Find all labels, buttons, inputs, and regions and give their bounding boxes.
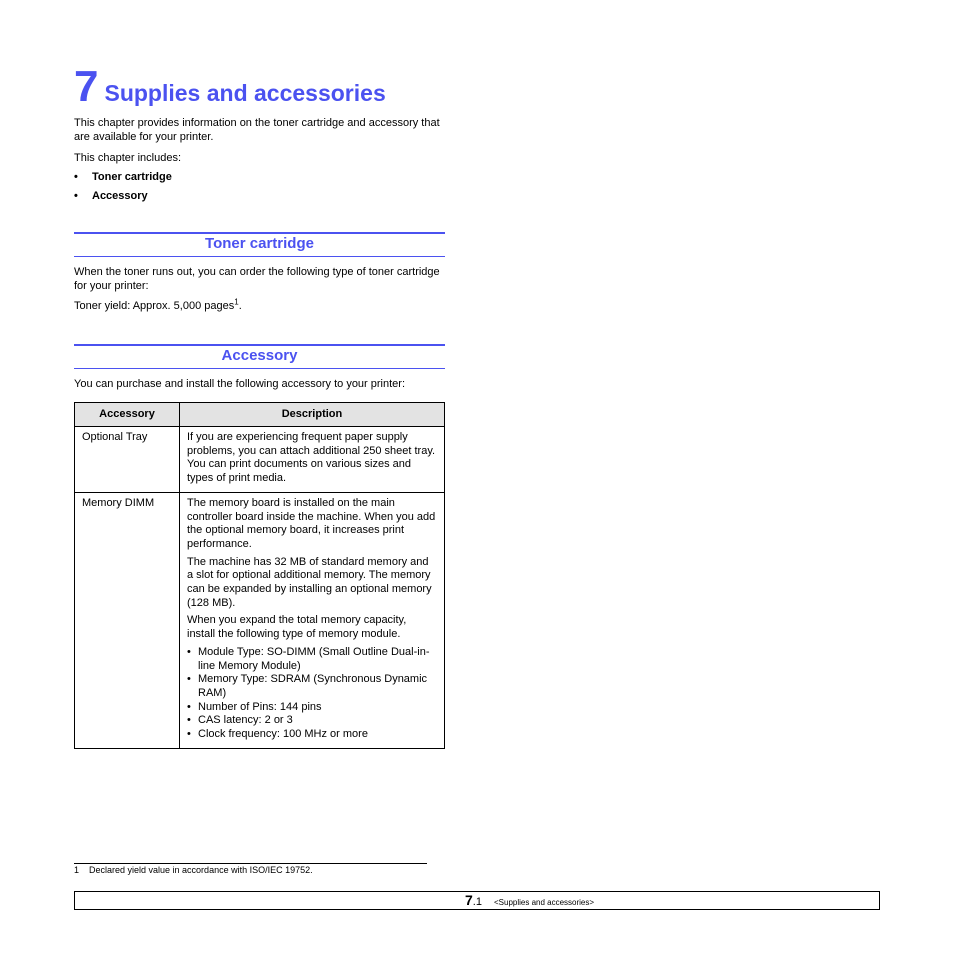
list-item: • CAS latency: 2 or 3 bbox=[187, 714, 293, 727]
accessory-name: Memory DIMM bbox=[75, 492, 180, 748]
bullet-icon: • bbox=[74, 190, 78, 202]
bullet-icon: • bbox=[187, 673, 191, 686]
intro-paragraph: This chapter provides information on the toner cartridge and accessory that are available for your printer. bbox=[74, 117, 440, 143]
chapter-title: Supplies and accessories bbox=[104, 80, 386, 106]
column-header: Description bbox=[180, 403, 445, 427]
accessory-paragraph: You can purchase and install the following accessory to your printer: bbox=[74, 378, 406, 390]
footnote-text: Declared yield value in accordance with ISO/IEC 19752. bbox=[89, 865, 313, 875]
column-header: Accessory bbox=[75, 403, 180, 427]
table-row bbox=[75, 492, 445, 748]
bullet-icon: • bbox=[74, 171, 78, 183]
page-footer bbox=[74, 891, 880, 910]
section-heading-toner: Toner cartridge bbox=[74, 232, 445, 257]
chapter-toc-item[interactable]: • Accessory bbox=[74, 190, 148, 202]
bullet-icon: • bbox=[187, 645, 191, 658]
section-heading-accessory: Accessory bbox=[74, 344, 445, 369]
memory-spec-list bbox=[187, 646, 437, 742]
includes-label: This chapter includes: bbox=[74, 152, 181, 164]
accessory-name: Optional Tray bbox=[75, 427, 180, 493]
accessory-description: If you are experiencing frequent paper supply problems, you can attach additional 250 sheet tray. You can print documents on various sizes and types of print media. bbox=[180, 427, 445, 493]
list-item: • Memory Type: SDRAM (Synchronous Dynamic RAM) bbox=[187, 673, 428, 699]
page-number: 7.1 <Supplies and accessories> bbox=[465, 892, 595, 908]
chapter-heading bbox=[74, 62, 386, 111]
footnote-ref[interactable]: 1 bbox=[234, 297, 239, 307]
accessory-description: The memory board is installed on the main controller board inside the machine. When you add the optional memory board, it increases print performance. The machine has 32 MB of standard memory and a slot for optional additional memory. The memory can be expanded by installing an optional memory (128 MB). When you expand the total memory capacity, install the following type of memory module. • Module Type: SO-DIMM (Small Outline Dual-in-line Memory Module) • Memory Type: SDRAM (Synchronous Dynamic RAM) • Number of Pins: 144 pins • CAS latency: 2 or 3 • Clock frequency: 100 MHz or more bbox=[180, 492, 445, 748]
list-item: • Number of Pins: 144 pins bbox=[187, 700, 322, 713]
chapter-toc-item[interactable]: • Toner cartridge bbox=[74, 171, 172, 183]
bullet-icon: • bbox=[187, 714, 191, 727]
bullet-icon: • bbox=[187, 700, 191, 713]
accessory-table bbox=[74, 402, 445, 749]
bullet-icon: • bbox=[187, 728, 191, 741]
footer-title: <Supplies and accessories> bbox=[493, 898, 595, 907]
footnote bbox=[74, 864, 313, 876]
footnote-number: 1 bbox=[74, 865, 80, 875]
table-row bbox=[75, 427, 445, 493]
list-item: • Module Type: SO-DIMM (Small Outline Dual-in-line Memory Module) bbox=[187, 645, 430, 672]
table-header-row bbox=[75, 403, 445, 427]
list-item: • Clock frequency: 100 MHz or more bbox=[187, 728, 368, 741]
toner-yield: Toner yield: Approx. 5,000 pages$^1$. bbox=[74, 297, 242, 312]
toner-paragraph: When the toner runs out, you can order the following type of toner cartridge for your printer: bbox=[74, 266, 440, 292]
chapter-number: 7 bbox=[74, 62, 99, 111]
